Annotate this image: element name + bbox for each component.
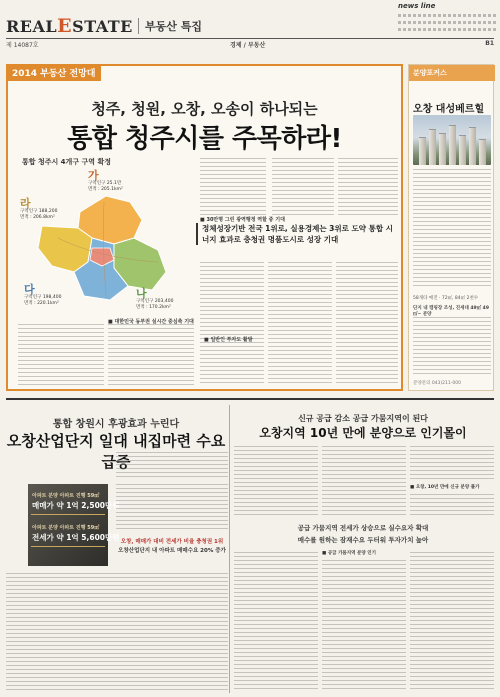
- sidebar-title: 오창 대성베르힐: [413, 104, 485, 115]
- body-text-column: [268, 262, 332, 386]
- body-text-column: [410, 446, 494, 480]
- region-label-na: 나 구역인구 203,400 면적 : 170.2km²: [136, 287, 174, 310]
- body-text-column: [338, 158, 398, 216]
- masthead: [0, 0, 500, 38]
- body-text-column: [410, 552, 494, 690]
- sidebar-body-text: [413, 169, 491, 289]
- sidebar-tag: 분양포커스: [409, 65, 495, 81]
- feature-kicker: 청주, 청원, 오창, 오송이 하나되는: [91, 100, 318, 118]
- lower-left-headline: 오창산업단지 일대 내집마련 수요 급증: [6, 432, 226, 471]
- body-text-column: [322, 560, 406, 690]
- feature-headline: 통합 청주시를 주목하라!: [67, 124, 342, 154]
- page-number: B1: [485, 40, 494, 47]
- note-bullet: ■ 일반인 투자도 활발: [204, 337, 253, 343]
- district-map: [18, 168, 188, 318]
- page-category: 경제 / 부동산: [230, 42, 266, 49]
- body-text-column: [322, 446, 406, 516]
- sales-focus-sidebar: [408, 64, 494, 391]
- lower-right-kicker: 신규 공급 감소 공급 가뭄지역이 된다: [298, 414, 428, 423]
- body-text-column: [200, 158, 266, 216]
- feature-subhead: 정체성장기반 전국 1위로, 실용경제는 3위로 도약 통합 시너지 효과로 충청권 명품도시로 성장 기대: [196, 223, 400, 245]
- body-text-column: [116, 452, 228, 478]
- body-text-column: [116, 484, 228, 530]
- body-text-column: [108, 324, 194, 386]
- news-line-box: [398, 2, 496, 31]
- feature-tag: 2014 부동산 전망대: [6, 64, 101, 81]
- lower-left-kicker: 통합 창원시 후광효과 누린다: [52, 419, 180, 430]
- map-title: 통합 청주시 4개구 구역 확정: [22, 158, 112, 166]
- sidebar-spec: 단지 내 캠핑장 조성, 진세대 49㎡ 49㎡~ 분양: [413, 306, 489, 317]
- price-label: 아파트 분양 아파트 진행 59㎡: [32, 493, 100, 499]
- body-text-column: [18, 324, 104, 386]
- issue-number: 제 14087호: [6, 42, 39, 49]
- masthead-rule: [6, 38, 494, 39]
- body-text-column: [234, 552, 318, 690]
- news-line-row: [398, 21, 496, 24]
- note-bullet: ■ 오창, 10년 만에 신규 분양 풀가: [410, 485, 480, 490]
- logo: REALESTATE: [6, 15, 133, 37]
- region-label-da: 다 구역인구 198,400 면적 : 220.1km²: [24, 283, 62, 306]
- feature-article: [6, 64, 403, 391]
- news-line-row: [398, 28, 496, 31]
- region-label-ga: 가 구역인구 25.1만 면적 : 205.1km²: [88, 169, 123, 192]
- note-bullet: ■ 30만명 그린 광역행정 역할 중 기대: [200, 217, 285, 223]
- lower-right-deck: 공급 가뭄지역 전세가 상승으로 실수요자 확대: [297, 524, 429, 532]
- body-text-column: [272, 158, 334, 216]
- news-line-row: [398, 14, 496, 17]
- lower-right-headline: 오창지역 10년 만에 분양으로 인기몰이: [259, 426, 467, 440]
- note-bullet: ■ 공급 가뭄지역 분양 인기: [322, 551, 376, 556]
- lease-price: 전세가 약 1억 5,600만원: [32, 533, 120, 542]
- apartment-photo: [413, 115, 491, 165]
- body-text-column: [336, 262, 398, 386]
- column-divider: [229, 405, 230, 693]
- region-label-ra: 라 구역인구 188,200 면적 : 206.8km²: [20, 197, 58, 220]
- body-text-columns: [6, 573, 228, 691]
- section-title: 부동산 특집: [138, 18, 202, 34]
- body-text-column: [200, 262, 264, 386]
- price-label: 아파트 분양 아파트 진행 59㎡: [32, 525, 100, 531]
- note-bullet: ■ 대한민국 동부권 실시간 중심축 기대: [108, 319, 194, 325]
- body-text-column: [410, 494, 494, 518]
- sidebar-caption: 58개타 매진 · 72㎡, 84㎡ 2천수: [413, 296, 479, 301]
- section-divider: [6, 398, 494, 400]
- lower-left-subhead: 오창산업단지 내 아파트 매매수요 20% 증가: [118, 548, 226, 554]
- body-text-column: [234, 446, 318, 516]
- news-line-heading: news line: [398, 2, 436, 10]
- sale-price: 매매가 약 1억 2,500만원: [32, 501, 120, 510]
- price-info-box: [28, 484, 120, 566]
- lower-left-subhead: 오창, 매매가 대비 전세가 비율 충청권 1위: [120, 539, 224, 545]
- lower-right-deck: 매수를 원하는 잠재수요 두터워 투자가치 높아: [297, 536, 429, 544]
- sidebar-contact: 분양문의 043)211-000: [413, 381, 461, 386]
- sidebar-body-text: [413, 317, 491, 375]
